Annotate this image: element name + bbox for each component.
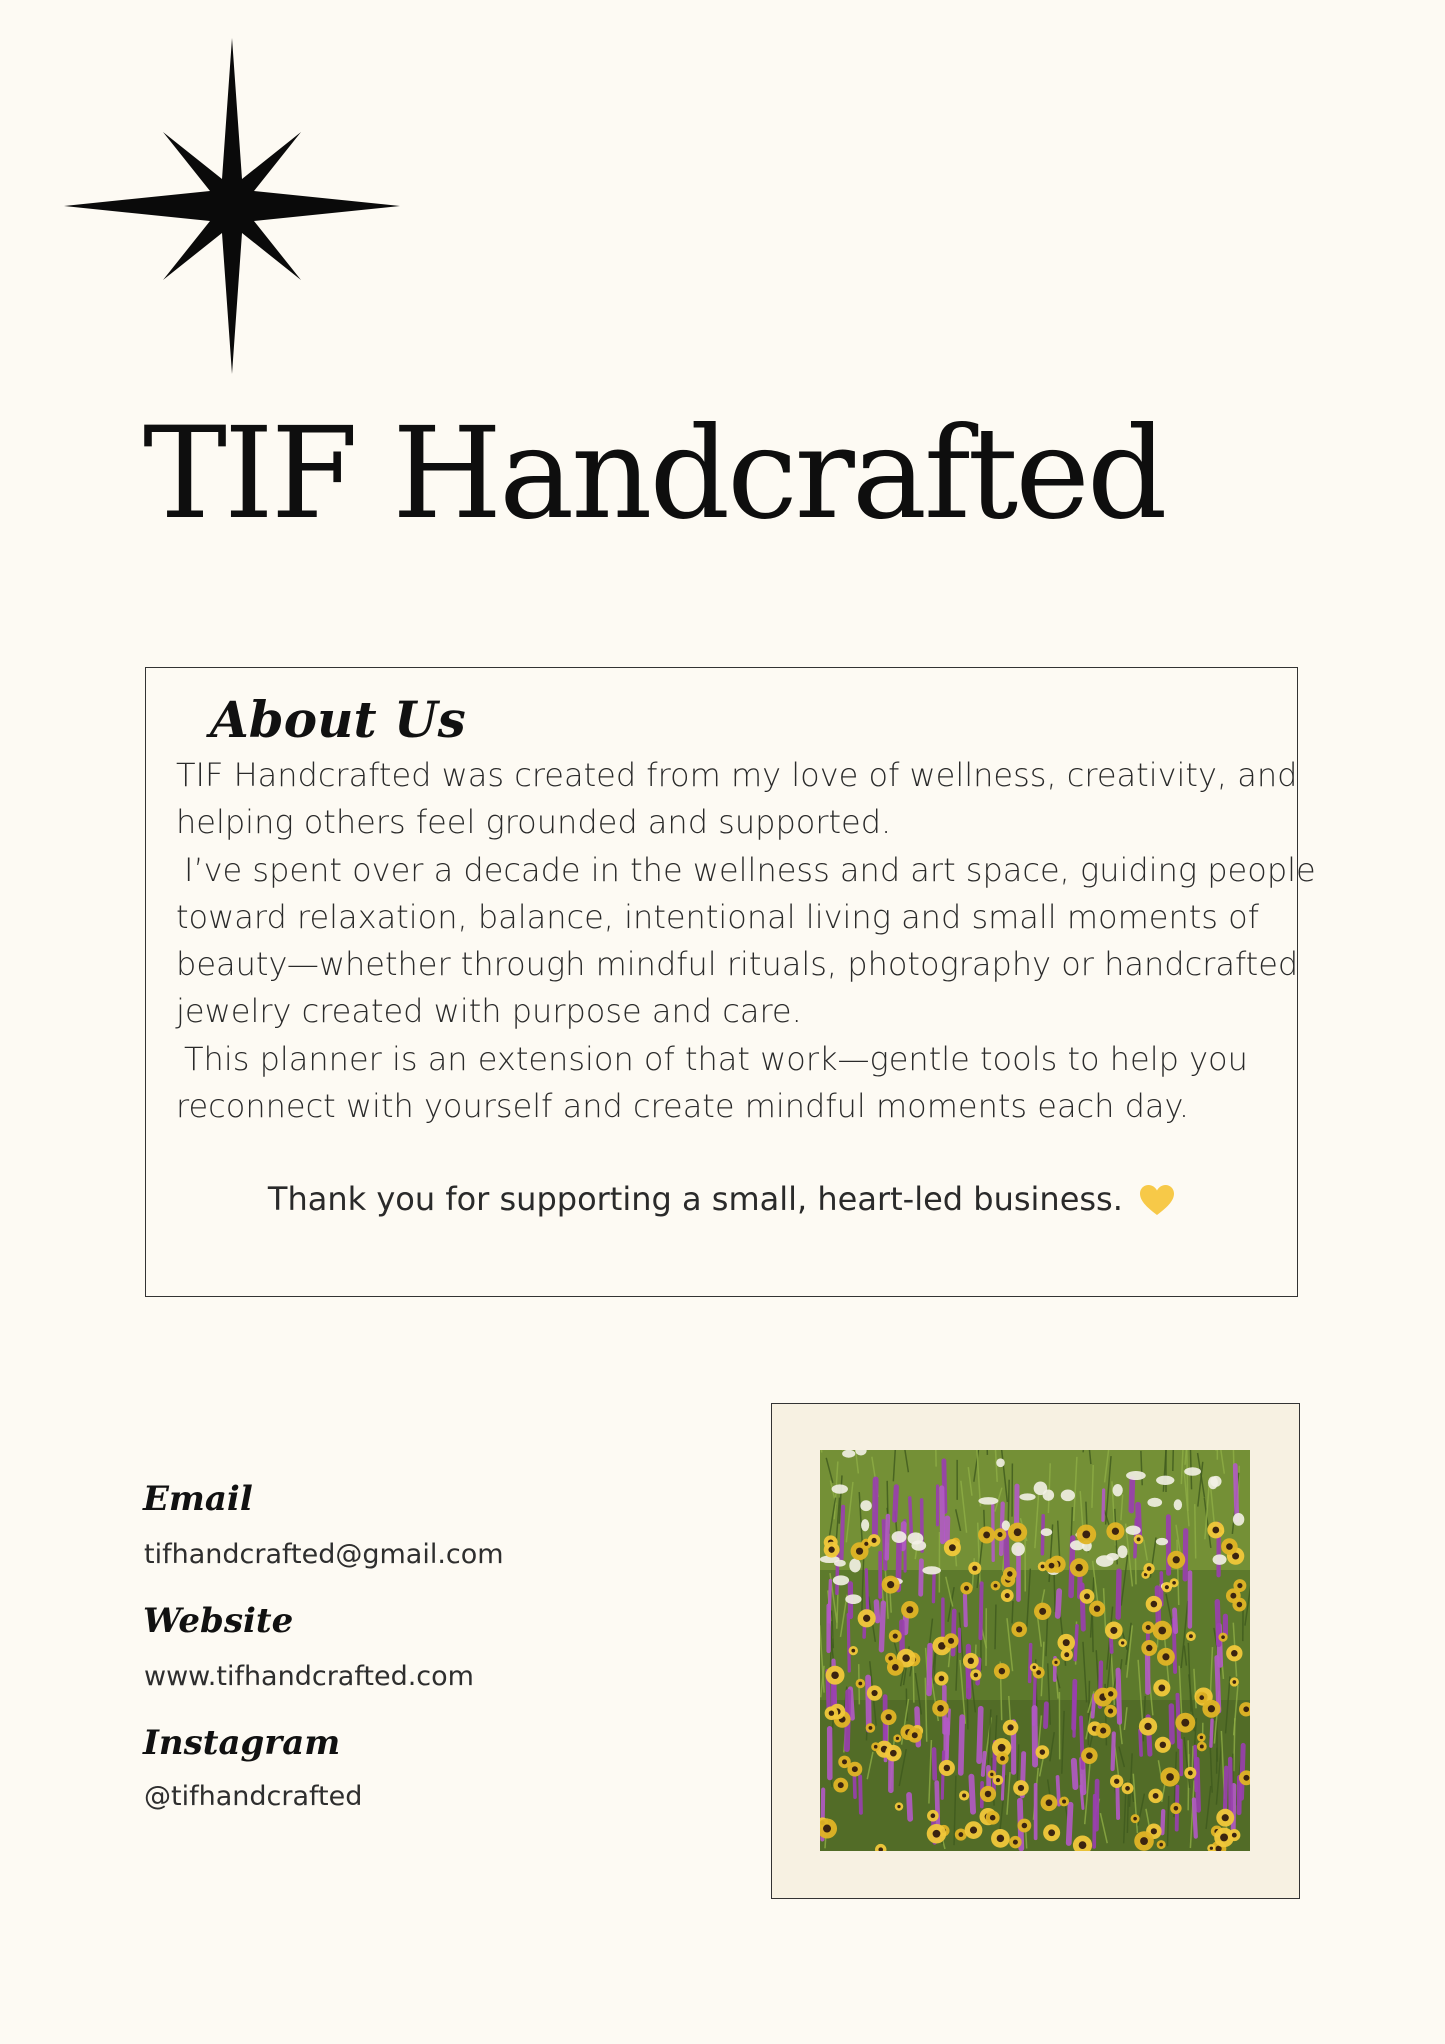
about-line: reconnect with yourself and create mindful moments each day.: [176, 1087, 1190, 1126]
about-line: beauty—whether through mindful rituals, photography or handcrafted: [176, 945, 1299, 984]
thank-you-text: Thank you for supporting a small, heart-led business.: [267, 1180, 1123, 1218]
email-link[interactable]: tifhandcrafted@gmail.com: [144, 1539, 504, 1570]
about-us-box: [145, 667, 1316, 1297]
about-us-heading: About Us: [210, 690, 466, 749]
about-line: toward relaxation, balance, intentional living and small moments of: [176, 897, 1259, 936]
wildflower-meadow-image: [820, 1450, 1250, 1851]
website-link[interactable]: www.tifhandcrafted.com: [144, 1661, 474, 1692]
website-label: Website: [143, 1601, 294, 1641]
email-label: Email: [143, 1479, 253, 1519]
four-point-star-icon: [64, 38, 400, 374]
about-line: I’ve spent over a decade in the wellness and art space, guiding people: [184, 850, 1316, 889]
about-line: This planner is an extension of that work—gentle tools to help you: [184, 1039, 1248, 1078]
wildflower-meadow-photo: [820, 1450, 1250, 1851]
instagram-label: Instagram: [143, 1723, 341, 1763]
about-line: TIF Handcrafted was created from my love of wellness, creativity, and: [176, 756, 1298, 794]
brand-title: TIF Handcrafted: [143, 400, 1165, 547]
about-line: jewelry created with purpose and care.: [176, 992, 802, 1031]
instagram-link[interactable]: @tifhandcrafted: [144, 1781, 363, 1812]
about-us-body: [176, 752, 1316, 1130]
thank-you-line: [146, 1176, 1297, 1223]
photo-frame: [771, 1403, 1300, 1899]
about-line: helping others feel grounded and supported.: [176, 803, 892, 842]
yellow-heart-icon: [1139, 1184, 1175, 1216]
